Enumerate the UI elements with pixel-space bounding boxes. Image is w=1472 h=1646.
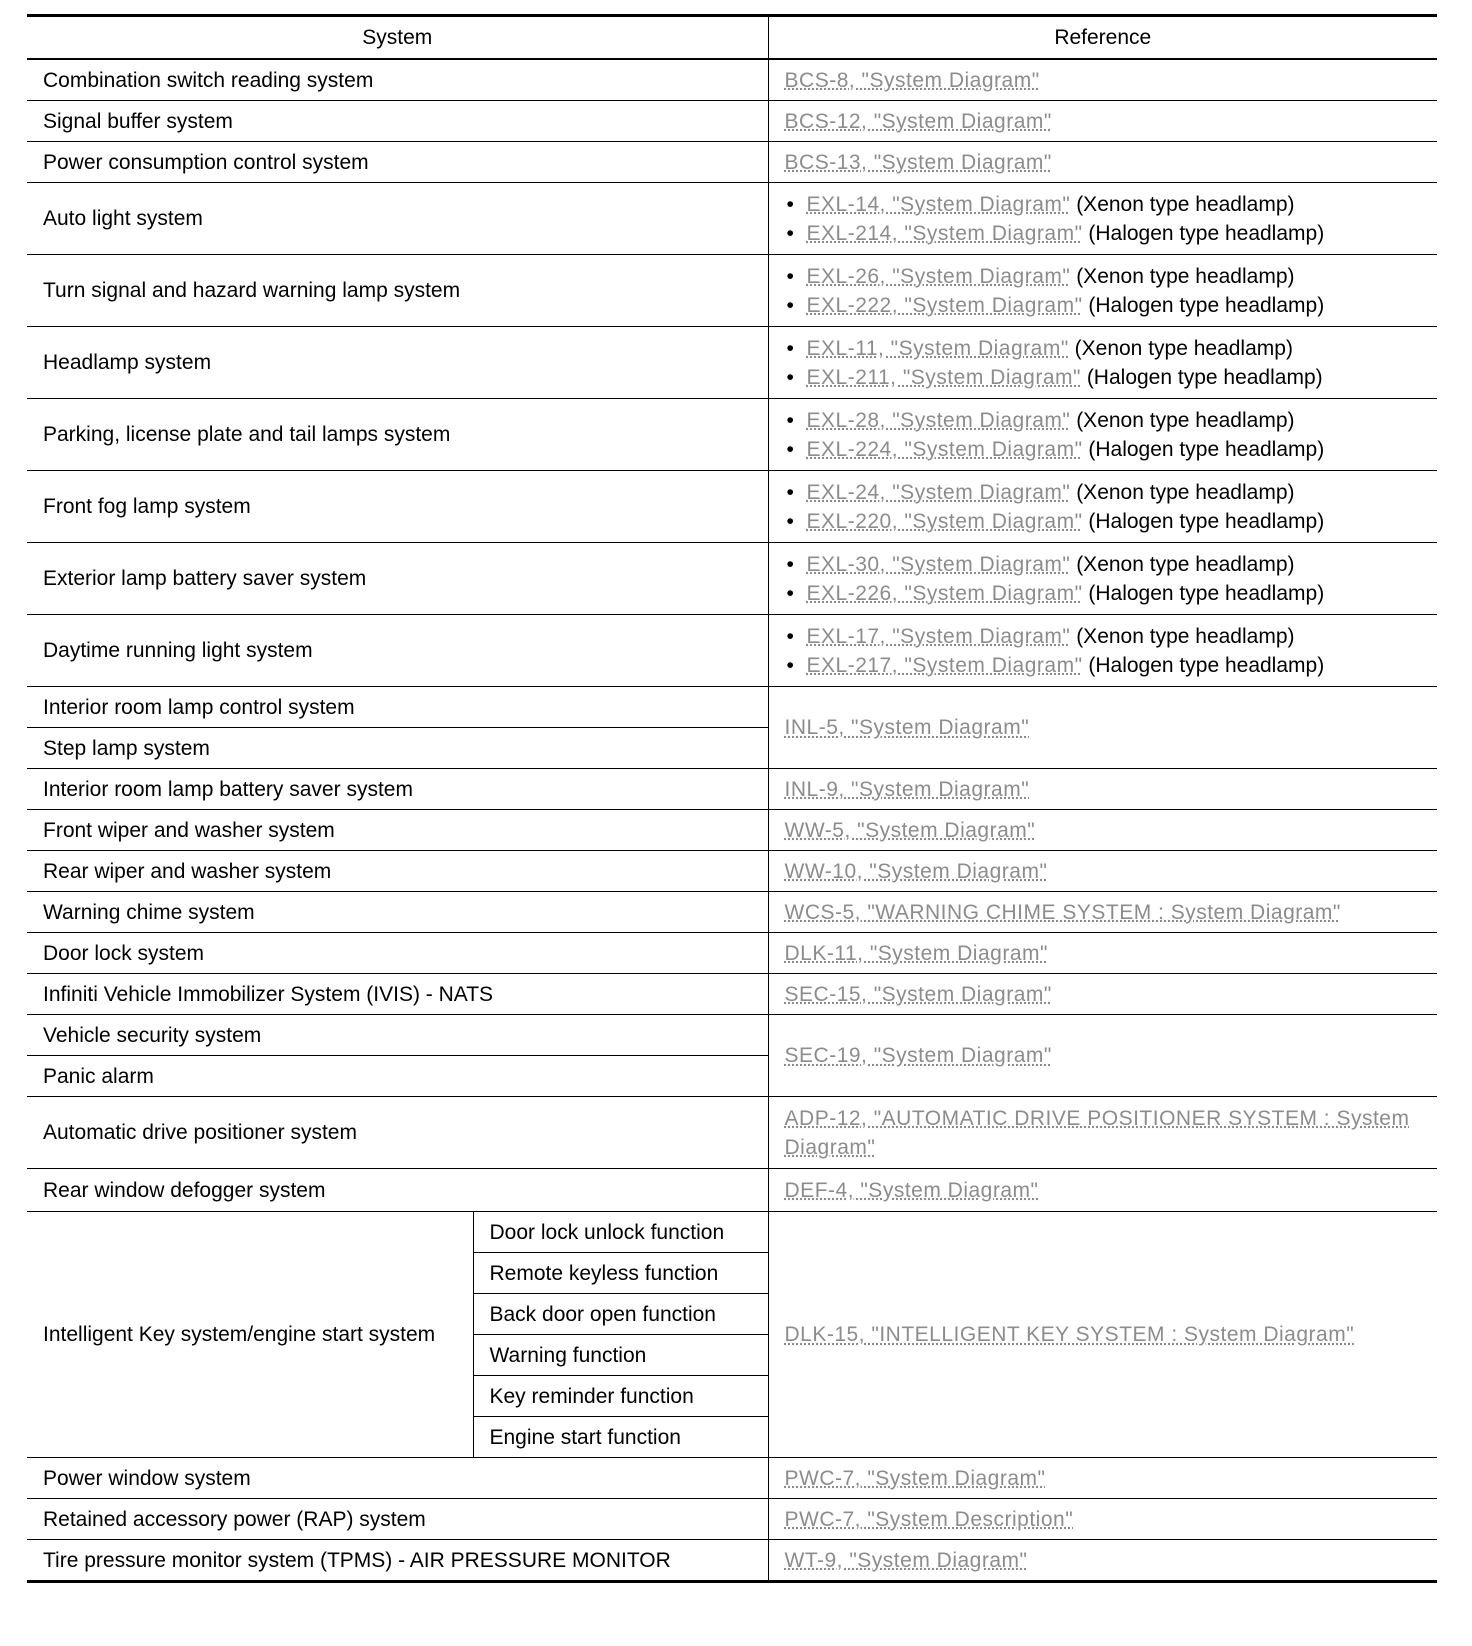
reference-link[interactable]: BCS-12, "System Diagram" (784, 109, 1052, 133)
reference-cell (768, 1458, 1437, 1499)
system-cell: Rear window defogger system (27, 1169, 768, 1212)
system-cell: Combination switch reading system (27, 59, 768, 101)
reference-list (785, 262, 1438, 320)
reference-item (785, 262, 1438, 291)
reference-note: (Xenon type headlamp) (1076, 264, 1295, 288)
function-cell: Warning function (473, 1335, 768, 1376)
reference-cell (768, 1212, 1437, 1458)
system-cell: Infiniti Vehicle Immobilizer System (IVIS) - NATS (27, 974, 768, 1015)
reference-cell (768, 59, 1437, 101)
system-cell: Retained accessory power (RAP) system (27, 1499, 768, 1540)
reference-cell (768, 543, 1437, 615)
table-row (27, 1169, 1437, 1212)
system-cell: Signal buffer system (27, 101, 768, 142)
function-cell: Engine start function (473, 1417, 768, 1458)
reference-link[interactable]: SEC-15, "System Diagram" (784, 982, 1052, 1006)
reference-item (785, 622, 1438, 651)
reference-link[interactable]: WW-10, "System Diagram" (784, 859, 1048, 883)
reference-cell (768, 1540, 1437, 1582)
system-cell: Power window system (27, 1458, 768, 1499)
reference-link[interactable]: DLK-15, "INTELLIGENT KEY SYSTEM : System Diagram" (784, 1323, 1355, 1346)
reference-cell (768, 142, 1437, 183)
reference-link[interactable]: EXL-226, "System Diagram" (806, 581, 1083, 605)
reference-note: (Halogen type headlamp) (1088, 653, 1325, 677)
table-row (27, 1097, 1437, 1169)
reference-item (785, 406, 1438, 435)
reference-item (785, 550, 1438, 579)
reference-item (785, 291, 1438, 320)
reference-cell (768, 1169, 1437, 1212)
table-row (27, 851, 1437, 892)
reference-cell (768, 471, 1437, 543)
reference-note: (Xenon type headlamp) (1076, 408, 1295, 432)
table-row (27, 615, 1437, 687)
reference-cell (768, 687, 1437, 769)
system-cell: Daytime running light system (27, 615, 768, 687)
table-row (27, 543, 1437, 615)
reference-item (785, 219, 1438, 248)
table-row (27, 59, 1437, 101)
reference-note: (Xenon type headlamp) (1076, 192, 1295, 216)
reference-cell (768, 255, 1437, 327)
table-row (27, 1499, 1437, 1540)
table-row (27, 1540, 1437, 1582)
reference-cell (768, 810, 1437, 851)
reference-cell (768, 1499, 1437, 1540)
system-cell: Interior room lamp battery saver system (27, 769, 768, 810)
table-row (27, 183, 1437, 255)
reference-link[interactable]: BCS-8, "System Diagram" (784, 68, 1040, 92)
system-reference-table (27, 14, 1437, 1583)
reference-link[interactable]: EXL-11, "System Diagram" (806, 336, 1069, 360)
table-row (27, 1458, 1437, 1499)
system-cell: Door lock system (27, 933, 768, 974)
reference-list (785, 550, 1438, 608)
reference-cell (768, 183, 1437, 255)
reference-link[interactable]: WT-9, "System Diagram" (784, 1548, 1028, 1572)
reference-note: (Halogen type headlamp) (1088, 581, 1325, 605)
reference-item (785, 507, 1438, 536)
system-cell: Auto light system (27, 183, 768, 255)
system-cell: Warning chime system (27, 892, 768, 933)
function-cell: Remote keyless function (473, 1253, 768, 1294)
table-row (27, 142, 1437, 183)
table-row (27, 399, 1437, 471)
reference-link[interactable]: EXL-220, "System Diagram" (806, 509, 1083, 533)
reference-link[interactable]: EXL-17, "System Diagram" (806, 624, 1071, 648)
system-cell: Panic alarm (27, 1056, 768, 1097)
system-cell: Exterior lamp battery saver system (27, 543, 768, 615)
reference-note: (Xenon type headlamp) (1074, 336, 1293, 360)
reference-item (785, 435, 1438, 464)
reference-link[interactable]: INL-5, "System Diagram" (784, 716, 1030, 739)
table-row (27, 769, 1437, 810)
reference-link[interactable]: EXL-222, "System Diagram" (806, 293, 1083, 317)
reference-link[interactable]: BCS-13, "System Diagram" (784, 150, 1052, 174)
header-system: System (27, 16, 768, 60)
reference-note: (Xenon type headlamp) (1076, 480, 1295, 504)
function-cell: Back door open function (473, 1294, 768, 1335)
table-row (27, 101, 1437, 142)
reference-cell (768, 974, 1437, 1015)
reference-item (785, 334, 1438, 363)
reference-item (785, 579, 1438, 608)
reference-link[interactable]: EXL-28, "System Diagram" (806, 408, 1071, 432)
reference-link[interactable]: EXL-26, "System Diagram" (806, 264, 1071, 288)
reference-link[interactable]: WW-5, "System Diagram" (784, 818, 1036, 842)
reference-list (785, 478, 1438, 536)
table-row (27, 1212, 1437, 1253)
system-cell: Parking, license plate and tail lamps system (27, 399, 768, 471)
reference-note: (Halogen type headlamp) (1088, 293, 1325, 317)
reference-cell (768, 1097, 1437, 1169)
system-cell: Front wiper and washer system (27, 810, 768, 851)
table-row (27, 974, 1437, 1015)
reference-item (785, 363, 1438, 392)
reference-note: (Xenon type headlamp) (1076, 552, 1295, 576)
reference-link[interactable]: EXL-211, "System Diagram" (806, 365, 1081, 389)
reference-link[interactable]: EXL-24, "System Diagram" (806, 480, 1071, 504)
system-cell: Vehicle security system (27, 1015, 768, 1056)
reference-link[interactable]: ADP-12, "AUTOMATIC DRIVE POSITIONER SYSTEM : System Diagram" (784, 1106, 1410, 1159)
reference-cell (768, 1015, 1437, 1097)
reference-link[interactable]: INL-9, "System Diagram" (784, 777, 1030, 801)
reference-list (785, 334, 1438, 392)
system-cell: Front fog lamp system (27, 471, 768, 543)
header-row (27, 16, 1437, 60)
reference-item (785, 651, 1438, 680)
table-row (27, 327, 1437, 399)
reference-cell (768, 769, 1437, 810)
table-row (27, 1015, 1437, 1056)
system-cell: Rear wiper and washer system (27, 851, 768, 892)
reference-item (785, 190, 1438, 219)
reference-item (785, 478, 1438, 507)
reference-cell (768, 851, 1437, 892)
system-cell: Step lamp system (27, 728, 768, 769)
system-cell: Interior room lamp control system (27, 687, 768, 728)
table-row (27, 933, 1437, 974)
reference-link[interactable]: EXL-214, "System Diagram" (806, 221, 1083, 245)
reference-cell (768, 399, 1437, 471)
system-cell-intelligent-key: Intelligent Key system/engine start system (27, 1212, 473, 1458)
reference-note: (Halogen type headlamp) (1088, 437, 1325, 461)
system-cell: Turn signal and hazard warning lamp system (27, 255, 768, 327)
reference-link[interactable]: PWC-7, "System Description" (784, 1507, 1074, 1531)
reference-cell (768, 892, 1437, 933)
system-cell: Automatic drive positioner system (27, 1097, 768, 1169)
function-cell: Key reminder function (473, 1376, 768, 1417)
function-cell: Door lock unlock function (473, 1212, 768, 1253)
header-reference: Reference (768, 16, 1437, 60)
reference-link[interactable]: EXL-14, "System Diagram" (806, 192, 1071, 216)
reference-link[interactable]: DLK-11, "System Diagram" (784, 941, 1048, 965)
table-row (27, 255, 1437, 327)
table-row (27, 687, 1437, 728)
reference-note: (Halogen type headlamp) (1088, 221, 1325, 245)
table-row (27, 892, 1437, 933)
reference-cell (768, 101, 1437, 142)
table-row (27, 471, 1437, 543)
system-cell: Power consumption control system (27, 142, 768, 183)
system-cell: Tire pressure monitor system (TPMS) - AIR PRESSURE MONITOR (27, 1540, 768, 1582)
table-row (27, 810, 1437, 851)
reference-list (785, 622, 1438, 680)
reference-link[interactable]: EXL-30, "System Diagram" (806, 552, 1071, 576)
reference-link[interactable]: WCS-5, "WARNING CHIME SYSTEM : System Diagram" (784, 900, 1341, 924)
reference-note: (Halogen type headlamp) (1088, 509, 1325, 533)
reference-link[interactable]: PWC-7, "System Diagram" (784, 1466, 1046, 1490)
reference-link[interactable]: EXL-217, "System Diagram" (806, 653, 1083, 677)
reference-link[interactable]: SEC-19, "System Diagram" (784, 1044, 1052, 1067)
reference-note: (Xenon type headlamp) (1076, 624, 1295, 648)
reference-link[interactable]: EXL-224, "System Diagram" (806, 437, 1083, 461)
reference-note: (Halogen type headlamp) (1086, 365, 1323, 389)
reference-link[interactable]: DEF-4, "System Diagram" (784, 1178, 1039, 1202)
system-cell: Headlamp system (27, 327, 768, 399)
reference-cell (768, 933, 1437, 974)
reference-cell (768, 615, 1437, 687)
reference-list (785, 406, 1438, 464)
reference-cell (768, 327, 1437, 399)
reference-list (785, 190, 1438, 248)
